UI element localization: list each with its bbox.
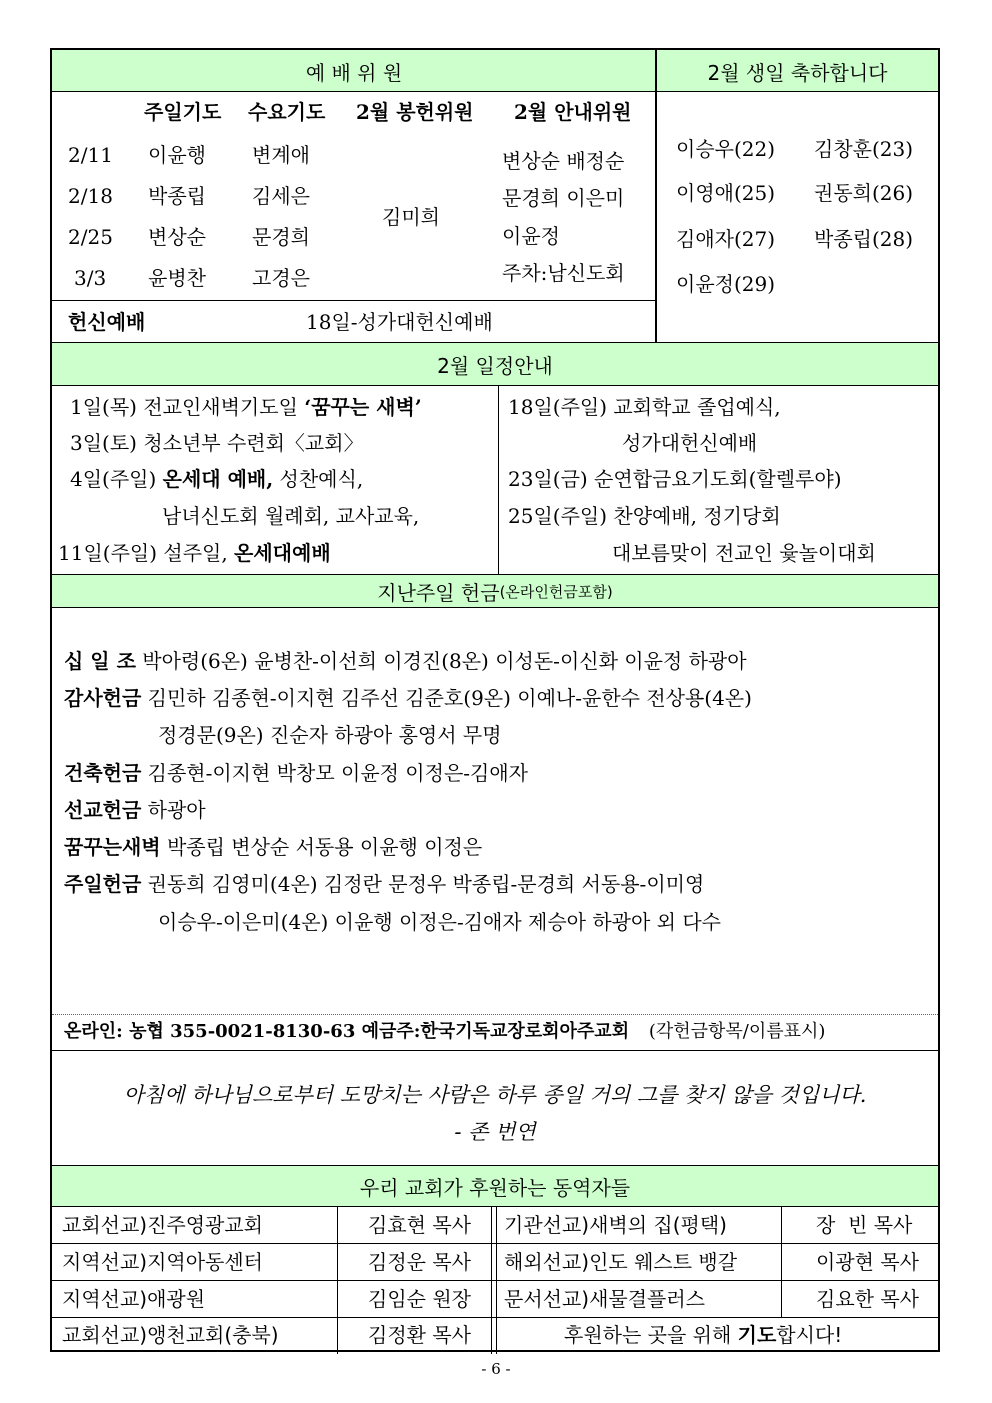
quote-author: - 존 번연 [454,1120,536,1144]
birthday-name: 이영애(25) [676,181,776,205]
offering-title-note: (온라인헌금포함) [499,582,613,601]
schedule-item: 성가대헌신예배 [622,431,758,455]
birthday-header [657,50,938,92]
col-header-offering-members: 2월 봉헌위원 [356,100,474,124]
worship-row-date: 2/25 [68,225,113,249]
worship-row-wednesday: 변계애 [252,143,310,167]
offering-line: 십 일 조 박아령(6온) 윤병찬-이선희 이경진(8온) 이성돈-이신화 이윤정 하광아 [64,649,747,673]
offering-line: 주일헌금 권동희 김영미(4온) 김정란 문정우 박종립-문경희 서동용-이미영 [64,872,705,896]
worship-row-sunday: 박종립 [148,184,206,208]
support-person: 이광현 목사 [816,1250,919,1274]
support-org: 해외선교)인도 웨스트 뱅갈 [504,1250,738,1274]
support-header [52,1166,938,1206]
offering-header [52,575,938,607]
worship-row-date: 2/18 [68,184,113,208]
birthday-name: 김창훈(23) [814,137,914,161]
support-org: 교회선교)진주영광교회 [62,1213,264,1237]
schedule-item: 18일(주일) 교회학교 졸업예식, [508,395,781,419]
worship-row-sunday: 이윤행 [148,143,206,167]
schedule-title: 2월 일정안내 [437,353,553,378]
schedule-header [52,343,938,385]
support-org: 문서선교)새물결플러스 [504,1287,706,1311]
offering-line: 건축헌금 김종현-이지현 박창모 이윤정 이정은-김애자 [64,761,528,785]
birthday-title: 2월 생일 축하합니다 [707,60,888,85]
birthday-name: 이윤정(29) [676,272,776,296]
support-person: 김정운 목사 [368,1250,471,1274]
support-closing: 후원하는 곳을 위해 기도합시다! [564,1323,843,1347]
page-number: - 6 - [481,1360,511,1378]
offering-line: 감사헌금 김민하 김종현-이지현 김주선 김준호(9온) 이예나-윤한수 전상용(4온) [64,686,752,710]
worship-row-date: 3/3 [74,266,107,290]
usher-line: 이윤정 [502,224,560,248]
worship-row-sunday: 변상순 [148,225,206,249]
birthday-name: 이승우(22) [676,137,776,161]
dedication-label: 헌신예배 [68,310,146,334]
worship-row-wednesday: 고경은 [252,266,310,290]
birthday-name: 김애자(27) [676,227,776,251]
offering-line: 정경문(9온) 진순자 하광아 홍영서 무명 [158,723,502,747]
birthday-name: 권동희(26) [814,181,914,205]
offering-line: 꿈꾸는새벽 박종립 변상순 서동용 이윤행 이정은 [64,835,483,859]
schedule-item: 23일(금) 순연합금요기도회(할렐루야) [508,467,842,491]
worship-row-wednesday: 김세은 [252,184,310,208]
support-person: 김효현 목사 [368,1213,471,1237]
col-header-sunday-prayer: 주일기도 [144,100,222,124]
quote-text: 아침에 하나님으로부터 도망치는 사람은 하루 종일 거의 그를 찾지 않을 것입니다. [123,1083,867,1107]
bulletin-page [50,48,940,1352]
support-org: 지역선교)지역아동센터 [62,1250,264,1274]
worship-committee-header [52,50,656,92]
support-person: 김요한 목사 [816,1287,919,1311]
worship-row-wednesday: 문경희 [252,225,310,249]
online-account: 온라인: 농협 355-0021-8130-63 예금주:한국기독교장로회아주교회 (각헌금항목/이름표시) [64,1021,826,1042]
col-header-wednesday-prayer: 수요기도 [248,100,326,124]
usher-line: 주차:남신도회 [502,261,625,285]
birthday-name: 박종립(28) [814,227,914,251]
offering-title: 지난주일 헌금 [377,580,500,605]
support-person: 장 빈 목사 [816,1213,913,1237]
schedule-item: 11일(주일) 설주일, 온세대예배 [58,541,331,565]
support-title: 우리 교회가 후원하는 동역자들 [359,1175,631,1200]
worship-row-date: 2/11 [68,143,113,167]
support-org: 교회선교)앵천교회(충북) [62,1323,279,1347]
online-account-note: (각헌금항목/이름표시) [648,1021,826,1042]
support-person: 김임순 원장 [368,1287,471,1311]
schedule-item: 4일(주일) 온세대 예배, 성찬예식, [70,467,364,491]
offering-line: 선교헌금 하광아 [64,798,206,822]
offering-line: 이승우-이은미(4온) 이윤행 이정은-김애자 제승아 하광아 외 다수 [158,910,721,934]
usher-line: 문경희 이은미 [502,186,625,210]
dedication-value: 18일-성가대헌신예배 [306,310,493,334]
schedule-item: 1일(목) 전교인새벽기도일 ‘꿈꾸는 새벽’ [70,395,422,419]
schedule-item: 3일(토) 청소년부 수련회〈교회〉 [70,431,364,455]
schedule-item: 남녀신도회 월례회, 교사교육, [162,504,420,528]
schedule-item: 대보름맞이 전교인 윷놀이대회 [612,541,876,565]
support-org: 지역선교)애광원 [62,1287,206,1311]
worship-row-sunday: 윤병찬 [148,266,206,290]
support-org: 기관선교)새벽의 집(평택) [504,1213,727,1237]
schedule-item: 25일(주일) 찬양예배, 정기당회 [508,504,781,528]
worship-committee-title: 예 배 위 원 [305,60,403,85]
col-header-ushers: 2월 안내위원 [514,100,632,124]
usher-line: 변상순 배정순 [502,149,625,173]
offering-member: 김미희 [382,205,440,229]
support-person: 김정환 목사 [368,1323,471,1347]
